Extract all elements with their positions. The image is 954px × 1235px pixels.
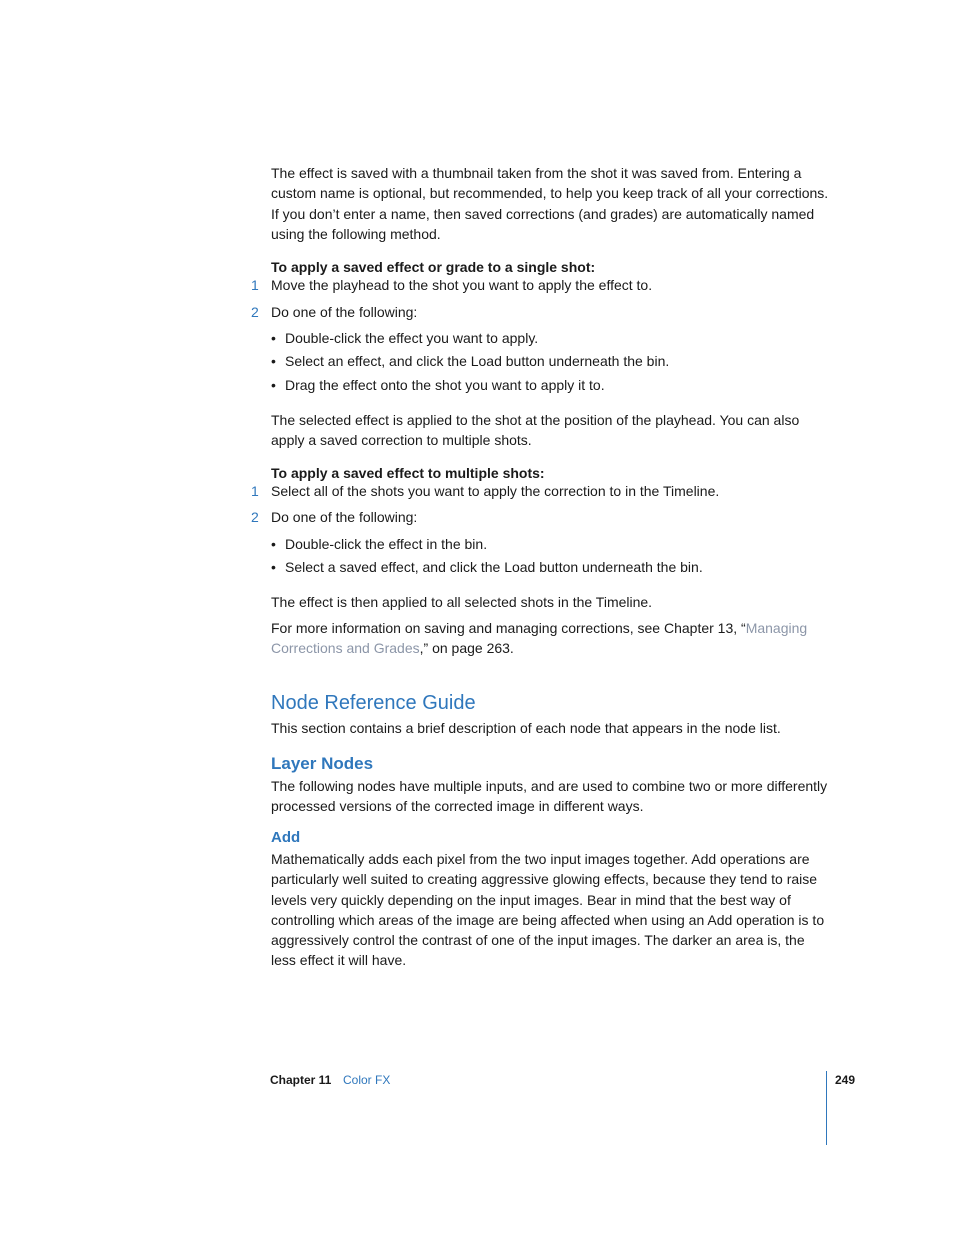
bullet-item <box>271 377 605 393</box>
result-paragraph: The selected effect is applied to the shot at the position of the playhead. You can also apply a saved correction to multiple shots. <box>271 412 800 449</box>
bullet-text: Double-click the effect in the bin. <box>285 536 488 552</box>
topic-title: Add <box>271 829 301 846</box>
intro-paragraph: The effect is saved with a thumbnail taken from the shot it was saved from. Entering a custom name is optional, but recommended, to help you keep track of all your corrections. If you don’t enter a name, then saved corrections (and grades) are automatically named using the following method. <box>271 165 829 242</box>
section-title: Node Reference Guide <box>271 692 476 714</box>
cross-reference-link[interactable]: Managing Corrections and Grades <box>271 620 808 657</box>
footer-chapter-title: Color FX <box>343 1073 391 1087</box>
bullet-item <box>271 536 487 552</box>
bullet-icon: • <box>271 559 276 575</box>
topic-description: Mathematically adds each pixel from the two input images together. Add operations are particularly well suited to creating aggressive glowing effects, because they tend to raise levels very quickly depending on the input images. Bear in mind that the best way of controlling which areas of the image are being affected when using an Add operation is to aggressively control the contrast of one of the input images. The darker an area is, the less effect it will have. <box>271 851 825 969</box>
section-description: This section contains a brief description of each node that appears in the node list. <box>271 720 781 736</box>
bullet-item <box>271 559 703 575</box>
procedure-heading-single-shot: To apply a saved effect or grade to a single shot: <box>271 259 596 275</box>
page-number: 249 <box>835 1073 856 1087</box>
step-text: Move the playhead to the shot you want to apply the effect to. <box>271 277 653 293</box>
bullet-icon: • <box>271 377 276 393</box>
step-number: 2 <box>251 304 259 320</box>
footer-chapter-label: Chapter 11 <box>270 1073 332 1087</box>
footer-divider <box>826 1071 827 1145</box>
bullet-text: Select an effect, and click the Load button underneath the bin. <box>285 353 670 369</box>
step-number: 2 <box>251 509 259 525</box>
step-text: Select all of the shots you want to apply the correction to in the Timeline. <box>271 483 720 499</box>
step-number: 1 <box>251 483 259 499</box>
step-number: 1 <box>251 277 259 293</box>
bullet-icon: • <box>271 353 276 369</box>
bullet-item <box>271 330 538 346</box>
more-info-suffix: ,” on page 263. <box>419 640 514 657</box>
bullet-item <box>271 353 669 369</box>
bullet-text: Select a saved effect, and click the Load button underneath the bin. <box>285 559 703 575</box>
result-paragraph: The effect is then applied to all selected shots in the Timeline. <box>271 594 653 610</box>
more-info-paragraph <box>271 618 831 659</box>
procedure-heading-multiple-shots: To apply a saved effect to multiple shots: <box>271 465 545 481</box>
subsection-title: Layer Nodes <box>271 754 374 773</box>
bullet-text: Double-click the effect you want to apply. <box>285 330 539 346</box>
bullet-icon: • <box>271 536 276 552</box>
bullet-icon: • <box>271 330 276 346</box>
bullet-text: Drag the effect onto the shot you want to apply it to. <box>285 377 605 393</box>
step-text: Do one of the following: <box>271 304 418 320</box>
subsection-description: The following nodes have multiple inputs, and are used to combine two or more differently processed versions of the corrected image in different ways. <box>271 778 828 815</box>
step-text: Do one of the following: <box>271 509 418 525</box>
more-info-prefix: For more information on saving and managing corrections, see Chapter 13, “ <box>271 620 746 636</box>
